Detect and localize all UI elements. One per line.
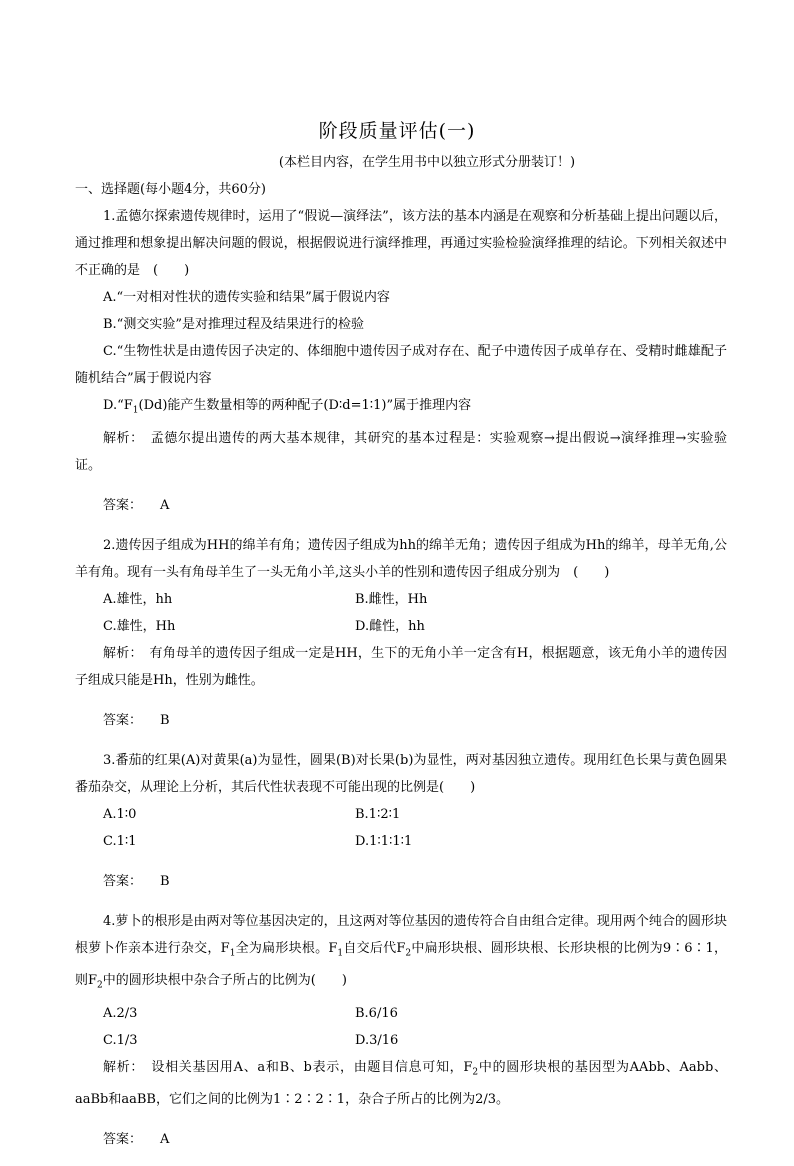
question-4-answer (75, 1126, 727, 1153)
question-2-stem: 2.遗传因子组成为HH的绵羊有角；遗传因子组成为hh的绵羊无角；遗传因子组成为Hh的绵羊，母羊无角,公羊有角。现有一头有角母羊生了一头无角小羊,这头小羊的性别和遗传因子组成分别为 ( ) (75, 537, 727, 580)
question-4-options-row-1 (75, 1000, 727, 1027)
stem-text: 全为扁形块根。F (235, 940, 338, 956)
stem-text: 4.萝卜的根形是由两对等位基因决定的，且这两对等位基因的遗传符合自由组合定律。现用两个纯合的圆形块根萝卜作亲本进行杂交，F (75, 913, 727, 956)
answer-value: A (160, 497, 170, 513)
analysis-label: 解析： (103, 645, 137, 661)
answer-label: 答案： (103, 712, 143, 728)
option-d-text: (Dd)能产生数量相等的两种配子(D∶d=1∶1)”属于推理内容 (138, 398, 472, 413)
binding-note: (本栏目内容，在学生用书中以独立形式分册装订！) (278, 155, 576, 170)
question-3-option-d: D.1∶1∶1∶1 (355, 833, 413, 849)
question-1-option-b: B.“测交实验”是对推理过程及结果进行的检验 (103, 317, 364, 332)
answer-label: 答案： (103, 1132, 143, 1148)
answer-value: A (160, 1132, 170, 1148)
question-3-answer (75, 868, 727, 895)
question-3-option-b: B.1∶2∶1 (355, 806, 401, 822)
question-1-option-a: A.“一对相对性状的遗传实验和结果”属于假说内容 (103, 290, 390, 305)
stem-text: 中扁形块根、圆形块根、长形块根的比例为9∶6∶1，则F (75, 940, 727, 989)
question-3-option-c: C.1∶1 (103, 833, 137, 849)
question-2-options-row-1 (75, 586, 727, 613)
page-title: 阶段质量评估(一) (318, 120, 476, 142)
question-2-option-a: A.雄性，hh (103, 591, 173, 607)
answer-label: 答案： (103, 497, 143, 513)
answer-label: 答案： (103, 873, 143, 889)
question-4-option-a: A.2/3 (103, 1005, 138, 1021)
analysis-text: 设相关基因用A、a和B、b表示，由题目信息可知，F (151, 1059, 473, 1075)
answer-value: B (160, 873, 170, 889)
subscript: 2 (472, 1067, 479, 1078)
question-3-option-a: A.1∶0 (103, 806, 137, 822)
question-1-answer (75, 492, 727, 519)
option-d-text: D.“F (103, 398, 133, 413)
subscript: 1 (132, 405, 139, 416)
question-2-analysis (75, 640, 727, 694)
question-2-answer (75, 707, 727, 734)
question-4-option-d: D.3/16 (355, 1032, 399, 1048)
question-2-option-b: B.雌性，Hh (355, 591, 428, 607)
question-4-analysis (75, 1054, 727, 1114)
question-2-option-d: D.雌性，hh (355, 618, 425, 634)
document-body (75, 176, 727, 1166)
question-4-option-c: C.1/3 (103, 1032, 138, 1048)
subscript: 1 (229, 948, 236, 959)
question-4-stem (75, 908, 727, 1000)
stem-text: 中的圆形块根中杂合子所占的比例为( ) (102, 973, 347, 989)
answer-value: B (160, 712, 170, 728)
section-heading: 一、选择题(每小题4分，共60分) (75, 182, 266, 197)
analysis-label: 解析： (103, 430, 138, 446)
subscript: 2 (405, 948, 412, 959)
subscript: 1 (337, 948, 344, 959)
analysis-label: 解析： (103, 1059, 138, 1075)
analysis-text: 孟德尔提出遗传的两大基本规律，其研究的基本过程是：实验观察→提出假说→演绎推理→实验验证。 (75, 430, 727, 473)
question-1-analysis (75, 425, 727, 479)
question-3-options-row-2 (75, 828, 727, 855)
analysis-text: 中的圆形块根的基因型为AAbb、Aabb、aaBb和aaBB，它们之间的比例为1∶2∶2∶1，杂合子所占的比例为2/3。 (75, 1059, 727, 1108)
question-1-stem: 1.孟德尔探索遗传规律时，运用了“假说—演绎法”，该方法的基本内涵是在观察和分析基础上提出问题以后，通过推理和想象提出解决问题的假说，根据假说进行演绎推理，再通过实验检验演绎推理的结论。下列相关叙述中不正确的是 ( ) (75, 209, 727, 278)
question-1-option-d (75, 392, 727, 425)
question-3-options-row-1 (75, 801, 727, 828)
question-2-options-row-2 (75, 613, 727, 640)
question-2-option-c: C.雄性，Hh (103, 618, 176, 634)
question-4-option-b: B.6/16 (355, 1005, 398, 1021)
question-4-options-row-2 (75, 1027, 727, 1054)
question-3-stem: 3.番茄的红果(A)对黄果(a)为显性，圆果(B)对长果(b)为显性，两对基因独立遗传。现用红色长果与黄色圆果番茄杂交，从理论上分析，其后代性状表现不可能出现的比例是( ) (75, 752, 727, 795)
question-1-option-c: C.“生物性状是由遗传因子决定的、体细胞中遗传因子成对存在、配子中遗传因子成单存在、受精时雌雄配子随机结合”属于假说内容 (75, 344, 727, 386)
analysis-text: 有角母羊的遗传因子组成一定是HH，生下的无角小羊一定含有H，根据题意，该无角小羊的遗传因子组成只能是Hh，性别为雌性。 (75, 645, 727, 688)
subscript: 2 (97, 980, 103, 991)
stem-text: 自交后代F (343, 940, 406, 956)
